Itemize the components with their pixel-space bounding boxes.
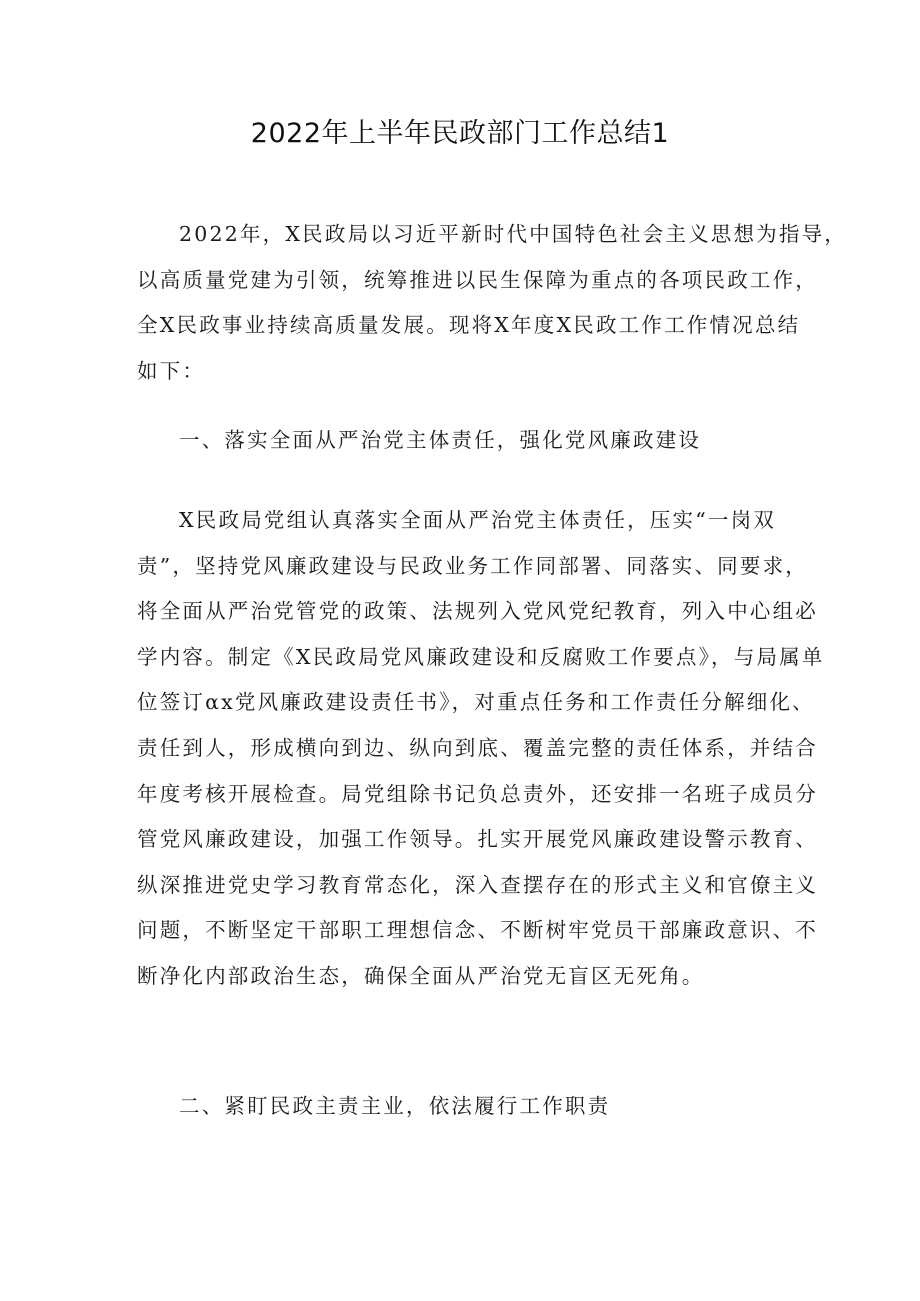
paragraph-line: 年度考核开展检查。局党组除书记负总责外，还安排一名班子成员分 [137, 781, 818, 806]
paragraph-line: 责任到人，形成横向到边、纵向到底、覆盖完整的责任体系，并结合 [137, 735, 818, 760]
paragraph-line: X民政局党组认真落实全面从严治党主体责任，压实“一岗双 [179, 508, 776, 532]
intro-paragraph [137, 212, 847, 394]
intro-line: 以高质量党建为引领，统筹推进以民生保障为重点的各项民政工作， [137, 267, 818, 292]
paragraph-line: 断净化内部政治生态，确保全面从严治党无盲区无死角。 [137, 963, 705, 988]
section-heading-text: 二、紧盯民政主责主业，依法履行工作职责 [179, 1094, 611, 1118]
paragraph-line: 责”，坚持党风廉政建设与民政业务工作同部署、同落实、同要求， [137, 553, 808, 578]
paragraph-line: 问题，不断坚定干部职工理想信念、不断树牢党员干部廉政意识、不 [137, 918, 818, 943]
paragraph-line: 将全面从严治党管党的政策、法规列入党风党纪教育，列入中心组必 [137, 599, 818, 624]
section-1-heading [137, 418, 797, 464]
paragraph-line: 纵深推进党史学习教育常态化，深入查摆存在的形式主义和官僚主义 [137, 872, 818, 897]
section-heading-text: 一、落实全面从严治党主体责任，强化党风廉政建设 [179, 428, 702, 452]
section-1-paragraph [137, 498, 825, 1000]
intro-line: 全X民政事业持续高质量发展。现将X年度X民政工作工作情况总结 [137, 313, 801, 338]
section-2-heading [137, 1084, 797, 1130]
paragraph-line: 学内容。制定《X民政局党风廉政建设和反腐败工作要点》，与局属单 [137, 644, 825, 669]
document-title: 2022年上半年民政部门工作总结1 [250, 118, 670, 149]
intro-line: 如下： [137, 358, 206, 383]
paragraph-line: 管党风廉政建设，加强工作领导。扎实开展党风廉政建设警示教育、 [137, 827, 818, 852]
paragraph-line: 位签订αx党风廉政建设责任书》，对重点任务和工作责任分解细化、 [137, 690, 815, 715]
intro-line: 2022年，X民政局以习近平新时代中国特色社会主义思想为指导， [179, 222, 847, 246]
